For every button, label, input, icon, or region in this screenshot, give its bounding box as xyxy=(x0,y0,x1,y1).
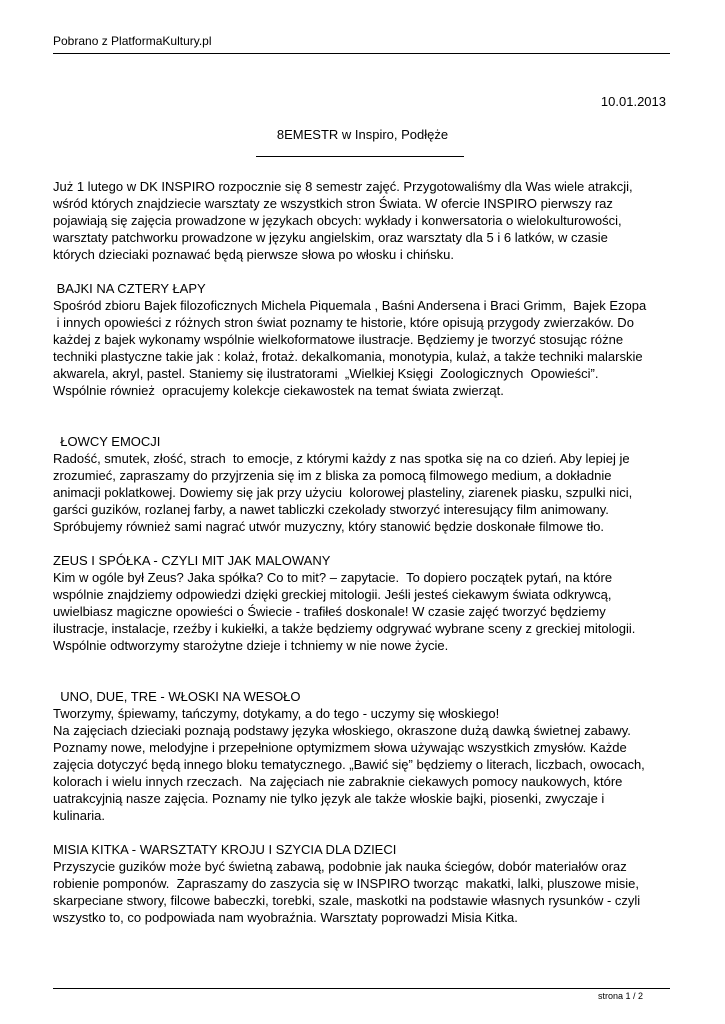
intro-line: pojawiają się zajęcia prowadzone w językach obcych: wykłady i konwersatoria o wielokulturowości, xyxy=(53,213,622,228)
section-line: Przyszycie guzików może być świetną zabawą, podobnie jak nauka ściegów, dobór materiałów oraz xyxy=(53,859,627,874)
section-line: akwarela, akryl, pastel. Staniemy się ilustratorami „Wielkiej Księgi Zoologicznych Opowieści”. xyxy=(53,366,599,381)
section-line: animacji poklatkowej. Dowiemy się jak przy użyciu kolorowej plasteliny, ziarenek piasku, szpulki nici, xyxy=(53,485,633,500)
section-zeus xyxy=(53,552,683,654)
section-line: garści guzików, rozlanej farby, a nawet tabliczki czekolady stworzyć interesujący film animowany. xyxy=(53,502,609,517)
section-misia-kitka xyxy=(53,841,683,926)
section-line: uatrakcyjnią nasze zajęcia. Poznamy nie tylko język ale także włoskie bajki, piosenki, zwyczaje i xyxy=(53,791,605,806)
section-line: ilustracje, instalacje, rzeźby i kukiełki, a także będziemy odgrywać wybrane sceny z greckiej mitologii. xyxy=(53,621,636,636)
download-source-header: Pobrano z PlatformaKultury.pl xyxy=(53,34,212,48)
intro-line: których dzieciaki poznawać będą pierwsze słowa po włosku i chińsku. xyxy=(53,247,455,262)
section-heading: MISIA KITKA - WARSZTATY KROJU I SZYCIA DLA DZIECI xyxy=(53,842,397,857)
section-line: wspólnie znajdziemy odpowiedzi dzięki greckiej mitologii. Jeśli jesteś ciekawym świata odkrywcą, xyxy=(53,587,612,602)
section-line: robienie pomponów. Zapraszamy do zaszycia się w INSPIRO tworząc makatki, lalki, pluszowe misie, xyxy=(53,876,639,891)
document-date: 10.01.2013 xyxy=(600,94,666,109)
section-line: wszystko to, co podpowiada nam wyobraźnia. Warsztaty poprowadzi Misia Kitka. xyxy=(53,910,518,925)
section-line: zrozumieć, zapraszamy do przyjrzenia się im z bliska za pomocą filmowego medium, a dokładnie xyxy=(53,468,612,483)
intro-line: warsztaty patchworku prowadzone w języku angielskim, oraz warsztaty dla 5 i 6 latków, w czasie xyxy=(53,230,608,245)
section-uno-due-tre xyxy=(53,688,683,824)
document-body xyxy=(53,178,683,926)
section-line: każdej z bajek wykonamy wspólnie wielkoformatowe ilustracje. Będziemy je tworzyć stosując różne xyxy=(53,332,624,347)
section-line: Na zajęciach dzieciaki poznają podstawy języka włoskiego, okraszone dużą dawką świetnej zabawy. xyxy=(53,723,631,738)
section-line: Radość, smutek, złość, strach to emocje, z którymi każdy z nas spotka się na co dzień. Aby lepiej je xyxy=(53,451,630,466)
section-line: Tworzymy, śpiewamy, tańczymy, dotykamy, a do tego - uczymy się włoskiego! xyxy=(53,706,500,721)
section-heading: ZEUS I SPÓŁKA - CZYLI MIT JAK MALOWANY xyxy=(53,553,331,568)
section-line: Poznamy nowe, melodyjne i przepełnione optymizmem słowa używając wszystkich zmysłów. Każde xyxy=(53,740,627,755)
section-line: Wspólnie odtworzymy starożytne dzieje i tchniemy w nie nowe życie. xyxy=(53,638,449,653)
section-line: skarpeciane stwory, filcowe babeczki, torebki, szale, maskotki na podstawie własnych rysunków - czyli xyxy=(53,893,641,908)
page-number: strona 1 / 2 xyxy=(597,991,643,1001)
section-heading: BAJKI NA CZTERY ŁAPY xyxy=(53,281,206,296)
footer-divider xyxy=(53,988,670,989)
section-line: kolorach i wielu innych rzeczach. Na zajęciach nie zabraknie ciekawych pomocy naukowych, które xyxy=(53,774,623,789)
intro-paragraph xyxy=(53,178,683,263)
intro-line: Już 1 lutego w DK INSPIRO rozpocznie się 8 semestr zajęć. Przygotowaliśmy dla Was wiele atrakcji, xyxy=(53,179,633,194)
section-heading: UNO, DUE, TRE - WŁOSKI NA WESOŁO xyxy=(53,689,301,704)
section-line: kulinaria. xyxy=(53,808,106,823)
section-line: Wspólnie również opracujemy kolekcje ciekawostek na temat świata zwierząt. xyxy=(53,383,504,398)
intro-line: wśród których znajdziecie warsztaty ze wszystkich stron Świata. W ofercie INSPIRO pierwszy raz xyxy=(53,196,613,211)
section-heading: ŁOWCY EMOCJI xyxy=(53,434,161,449)
section-line: techniki plastyczne takie jak : kolaż, frotaż. dekalkomania, monotypia, kulaż, a także techniki malarskie xyxy=(53,349,643,364)
document-title: 8EMESTR w Inspiro, Podłęże xyxy=(276,127,449,142)
section-line: Spośród zbioru Bajek filozoficznych Michela Piquemala , Baśni Andersena i Braci Grimm, Bajek Ezopa xyxy=(53,298,647,313)
section-lowcy-emocji xyxy=(53,433,683,535)
section-bajki xyxy=(53,280,683,399)
section-line: uwielbiasz magiczne opowieści o Świecie - trafiłeś doskonale! W czasie zajęć tworzyć będziemy xyxy=(53,604,606,619)
section-line: zajęcia dotyczyć będą innego bloku tematycznego. „Bawić się” będziemy o literach, liczbach, owocach, xyxy=(53,757,645,772)
section-line: Spróbujemy również sami nagrać utwór muzyczny, który stanowić będzie doskonałe filmowe tło. xyxy=(53,519,605,534)
header-divider xyxy=(53,53,670,54)
section-line: Kim w ogóle był Zeus? Jaka spółka? Co to mit? – zapytacie. To dopiero początek pytań, na które xyxy=(53,570,613,585)
section-line: i innych opowieści z różnych stron świat poznamy te historie, które opisują przygody zwierzaków. Do xyxy=(53,315,634,330)
title-underline xyxy=(256,156,464,157)
